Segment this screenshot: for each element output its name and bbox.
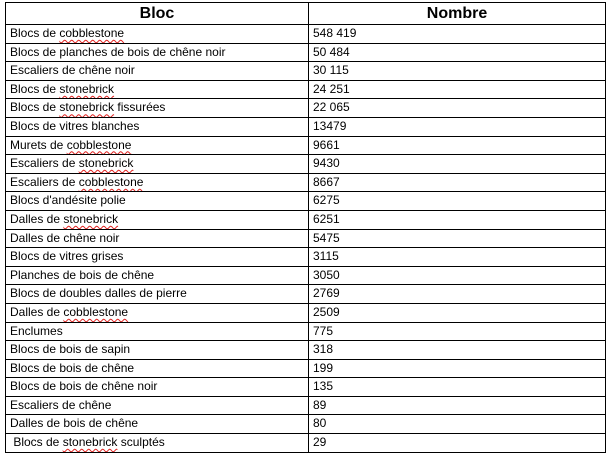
table-row [6,248,606,267]
spellcheck-word: stonebrick [59,81,115,96]
spellcheck-word: stonebrick [63,211,119,226]
table-row [6,396,606,415]
bloc-text: Murets de [10,137,67,152]
cell-bloc [6,434,309,453]
cell-bloc [6,80,309,99]
spellcheck-word: stonebrick [62,435,118,450]
cell-bloc [6,25,309,44]
bloc-text: Blocs de planches de bois de chêne noir [10,44,226,59]
cell-bloc [6,359,309,378]
table-row [6,136,606,155]
bloc-text: Blocs de bois de chêne [10,360,135,375]
table-row [6,155,606,174]
spellcheck-word: cobblestone [59,26,125,40]
spellcheck-word: cobblestone [66,137,132,152]
bloc-text: Escaliers de [10,156,79,171]
cell-bloc [6,192,309,211]
cell-nombre: 199 [309,359,606,378]
cell-nombre: 3050 [309,266,606,285]
cell-bloc [6,229,309,248]
cell-bloc [6,341,309,360]
bloc-text: Blocs de doubles dalles de pierre [10,286,187,301]
cell-bloc [6,43,309,62]
bloc-text: Escaliers de chêne [10,397,112,412]
cell-nombre: 30 115 [309,62,606,81]
spellcheck-word: stonebrick [59,100,115,115]
cell-nombre: 9430 [309,155,606,174]
bloc-text: Blocs de [10,100,60,115]
table-row [6,378,606,397]
spellcheck-word: stonebrick [78,156,134,171]
cell-nombre: 775 [309,322,606,341]
cell-bloc [6,303,309,322]
cell-nombre: 2769 [309,285,606,304]
bloc-text: Blocs d'andésite polie [10,193,126,208]
bloc-text: Escaliers de chêne noir [10,63,135,78]
bloc-text: Dalles de [10,211,64,226]
cell-bloc [6,155,309,174]
cell-nombre: 5475 [309,229,606,248]
bloc-text: Escaliers de [10,174,79,189]
header-bloc: Bloc [6,3,309,25]
table-row [6,25,606,44]
table-row [6,192,606,211]
header-nombre: Nombre [309,3,606,25]
cell-bloc [6,173,309,192]
cell-nombre: 548 419 [309,25,606,44]
table-row [6,266,606,285]
table-row [6,341,606,360]
cell-nombre: 8667 [309,173,606,192]
cell-bloc [6,136,309,155]
bloc-text: fissurées [114,100,166,115]
table-row [6,322,606,341]
bloc-text: Blocs de [10,435,63,450]
table-row [6,210,606,229]
table-row [6,359,606,378]
cell-bloc [6,62,309,81]
table-row [6,415,606,434]
cell-bloc [6,210,309,229]
table-body [6,25,606,453]
cell-nombre: 6251 [309,210,606,229]
table-row [6,229,606,248]
table-row [6,117,606,136]
bloc-text: Blocs de [10,81,60,96]
table-row [6,173,606,192]
bloc-text: Blocs de bois de sapin [10,342,131,357]
bloc-text: Blocs de [10,26,60,40]
table-row [6,434,606,453]
cell-bloc [6,117,309,136]
bloc-text: Dalles de bois de chêne [10,416,139,431]
spellcheck-word: cobblestone [78,174,144,189]
table-row [6,303,606,322]
bloc-text: Blocs de vitres grises [10,249,124,264]
cell-nombre: 50 484 [309,43,606,62]
cell-bloc [6,396,309,415]
bloc-text: Dalles de [10,304,64,319]
cell-nombre: 3115 [309,248,606,267]
cell-nombre: 80 [309,415,606,434]
table-row [6,62,606,81]
bloc-text: Dalles de chêne noir [10,230,120,245]
cell-bloc [6,266,309,285]
blocks-table [5,2,606,453]
cell-nombre: 135 [309,378,606,397]
cell-nombre: 6275 [309,192,606,211]
bloc-text: sculptés [117,435,165,450]
cell-nombre: 2509 [309,303,606,322]
cell-bloc [6,99,309,118]
bloc-text: Blocs de bois de chêne noir [10,379,158,394]
table-row [6,99,606,118]
cell-bloc [6,415,309,434]
bloc-text: Enclumes [10,323,63,338]
table-header-row [6,3,606,25]
bloc-text: Planches de bois de chêne [10,267,155,282]
table-row [6,43,606,62]
cell-nombre: 24 251 [309,80,606,99]
cell-nombre: 22 065 [309,99,606,118]
cell-nombre: 29 [309,434,606,453]
cell-nombre: 13479 [309,117,606,136]
table-row [6,285,606,304]
cell-bloc [6,322,309,341]
cell-nombre: 89 [309,396,606,415]
cell-nombre: 318 [309,341,606,360]
bloc-text: Blocs de vitres blanches [10,118,140,133]
cell-bloc [6,285,309,304]
spellcheck-word: cobblestone [63,304,129,319]
cell-bloc [6,378,309,397]
cell-nombre: 9661 [309,136,606,155]
table-row [6,80,606,99]
cell-bloc [6,248,309,267]
